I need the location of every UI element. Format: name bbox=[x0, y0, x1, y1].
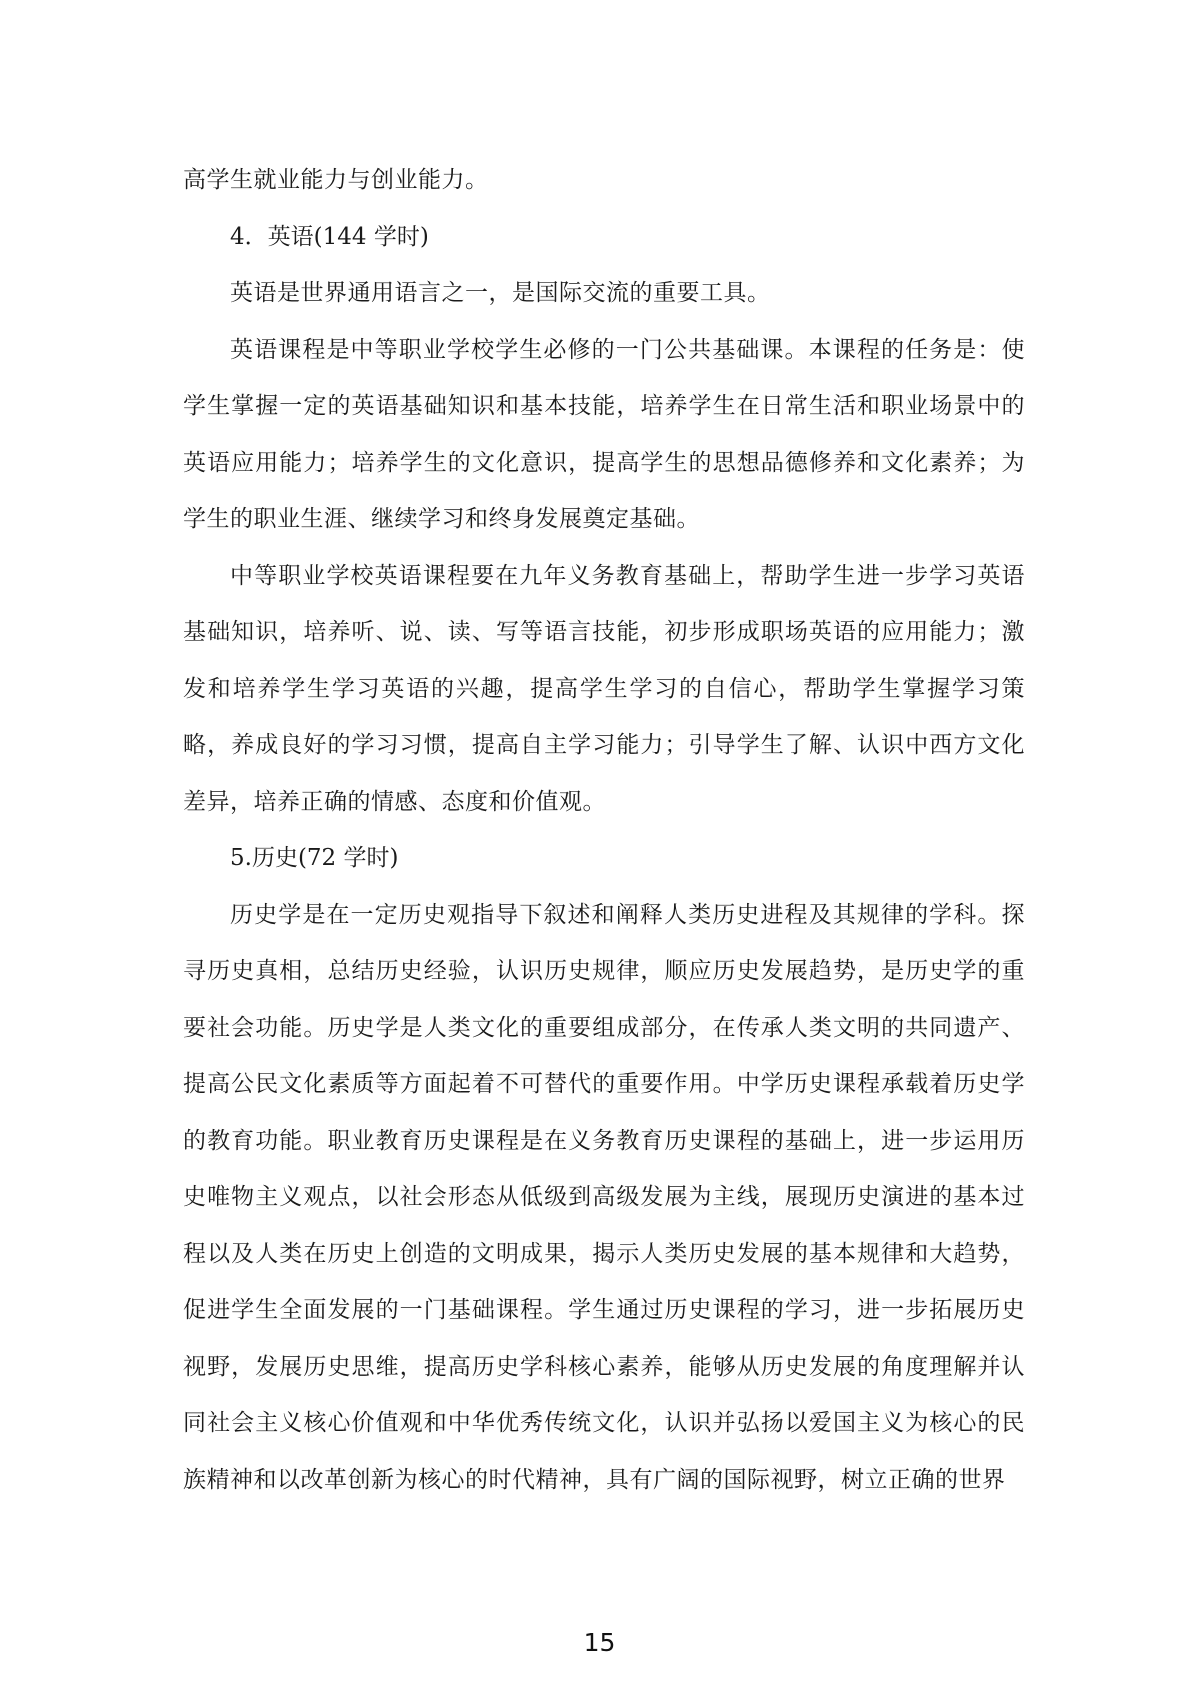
page-number: 15 bbox=[583, 1628, 616, 1657]
section-heading-english: 4．英语(144 学时) bbox=[230, 223, 429, 250]
paragraph-english-goals: 中等职业学校英语课程要在九年义务教育基础上，帮助学生进一步学习英语基础知识，培养听、说、读、写等语言技能，初步形成职场英语的应用能力；激发和培养学生学习英语的兴趣，提高学生学习的自信心，帮助学生掌握学习策略，养成良好的学习习惯，提高自主学习能力；引导学生了解、认识中西方文化差异，培养正确的情感、态度和价值观。 bbox=[183, 562, 1025, 815]
section-heading-history: 5.历史(72 学时) bbox=[230, 845, 399, 871]
paragraph-continuation: 高学生就业能力与创业能力。 bbox=[183, 167, 489, 193]
paragraph-english-intro: 英语是世界通用语言之一，是国际交流的重要工具。 bbox=[230, 280, 771, 306]
paragraph-history-description: 历史学是在一定历史观指导下叙述和阐释人类历史进程及其规律的学科。探寻历史真相，总结历史经验，认识历史规律，顺应历史发展趋势，是历史学的重要社会功能。历史学是人类文化的重要组成部分，在传承人类文明的共同遗产、提高公民文化素质等方面起着不可替代的重要作用。中学历史课程承载着历史学的教育功能。职业教育历史课程是在义务教育历史课程的基础上，进一步运用历史唯物主义观点，以社会形态从低级到高级发展为主线，展现历史演进的基本过程以及人类在历史上创造的文明成果，揭示人类历史发展的基本规律和大趋势，促进学生全面发展的一门基础课程。学生通过历史课程的学习，进一步拓展历史视野，发展历史思维，提高历史学科核心素养，能够从历史发展的角度理解并认同社会主义核心价值观和中华优秀传统文化，认识并弘扬以爱国主义为核心的民族精神和以改革创新为核心的时代精神，具有广阔的国际视野，树立正确的世界 bbox=[183, 901, 1025, 1493]
page-body bbox=[183, 152, 1025, 1508]
paragraph-english-task: 英语课程是中等职业学校学生必修的一门公共基础课。本课程的任务是：使学生掌握一定的英语基础知识和基本技能，培养学生在日常生活和职业场景中的英语应用能力；培养学生的文化意识，提高学生的思想品德修养和文化素养；为学生的职业生涯、继续学习和终身发展奠定基础。 bbox=[183, 336, 1025, 532]
